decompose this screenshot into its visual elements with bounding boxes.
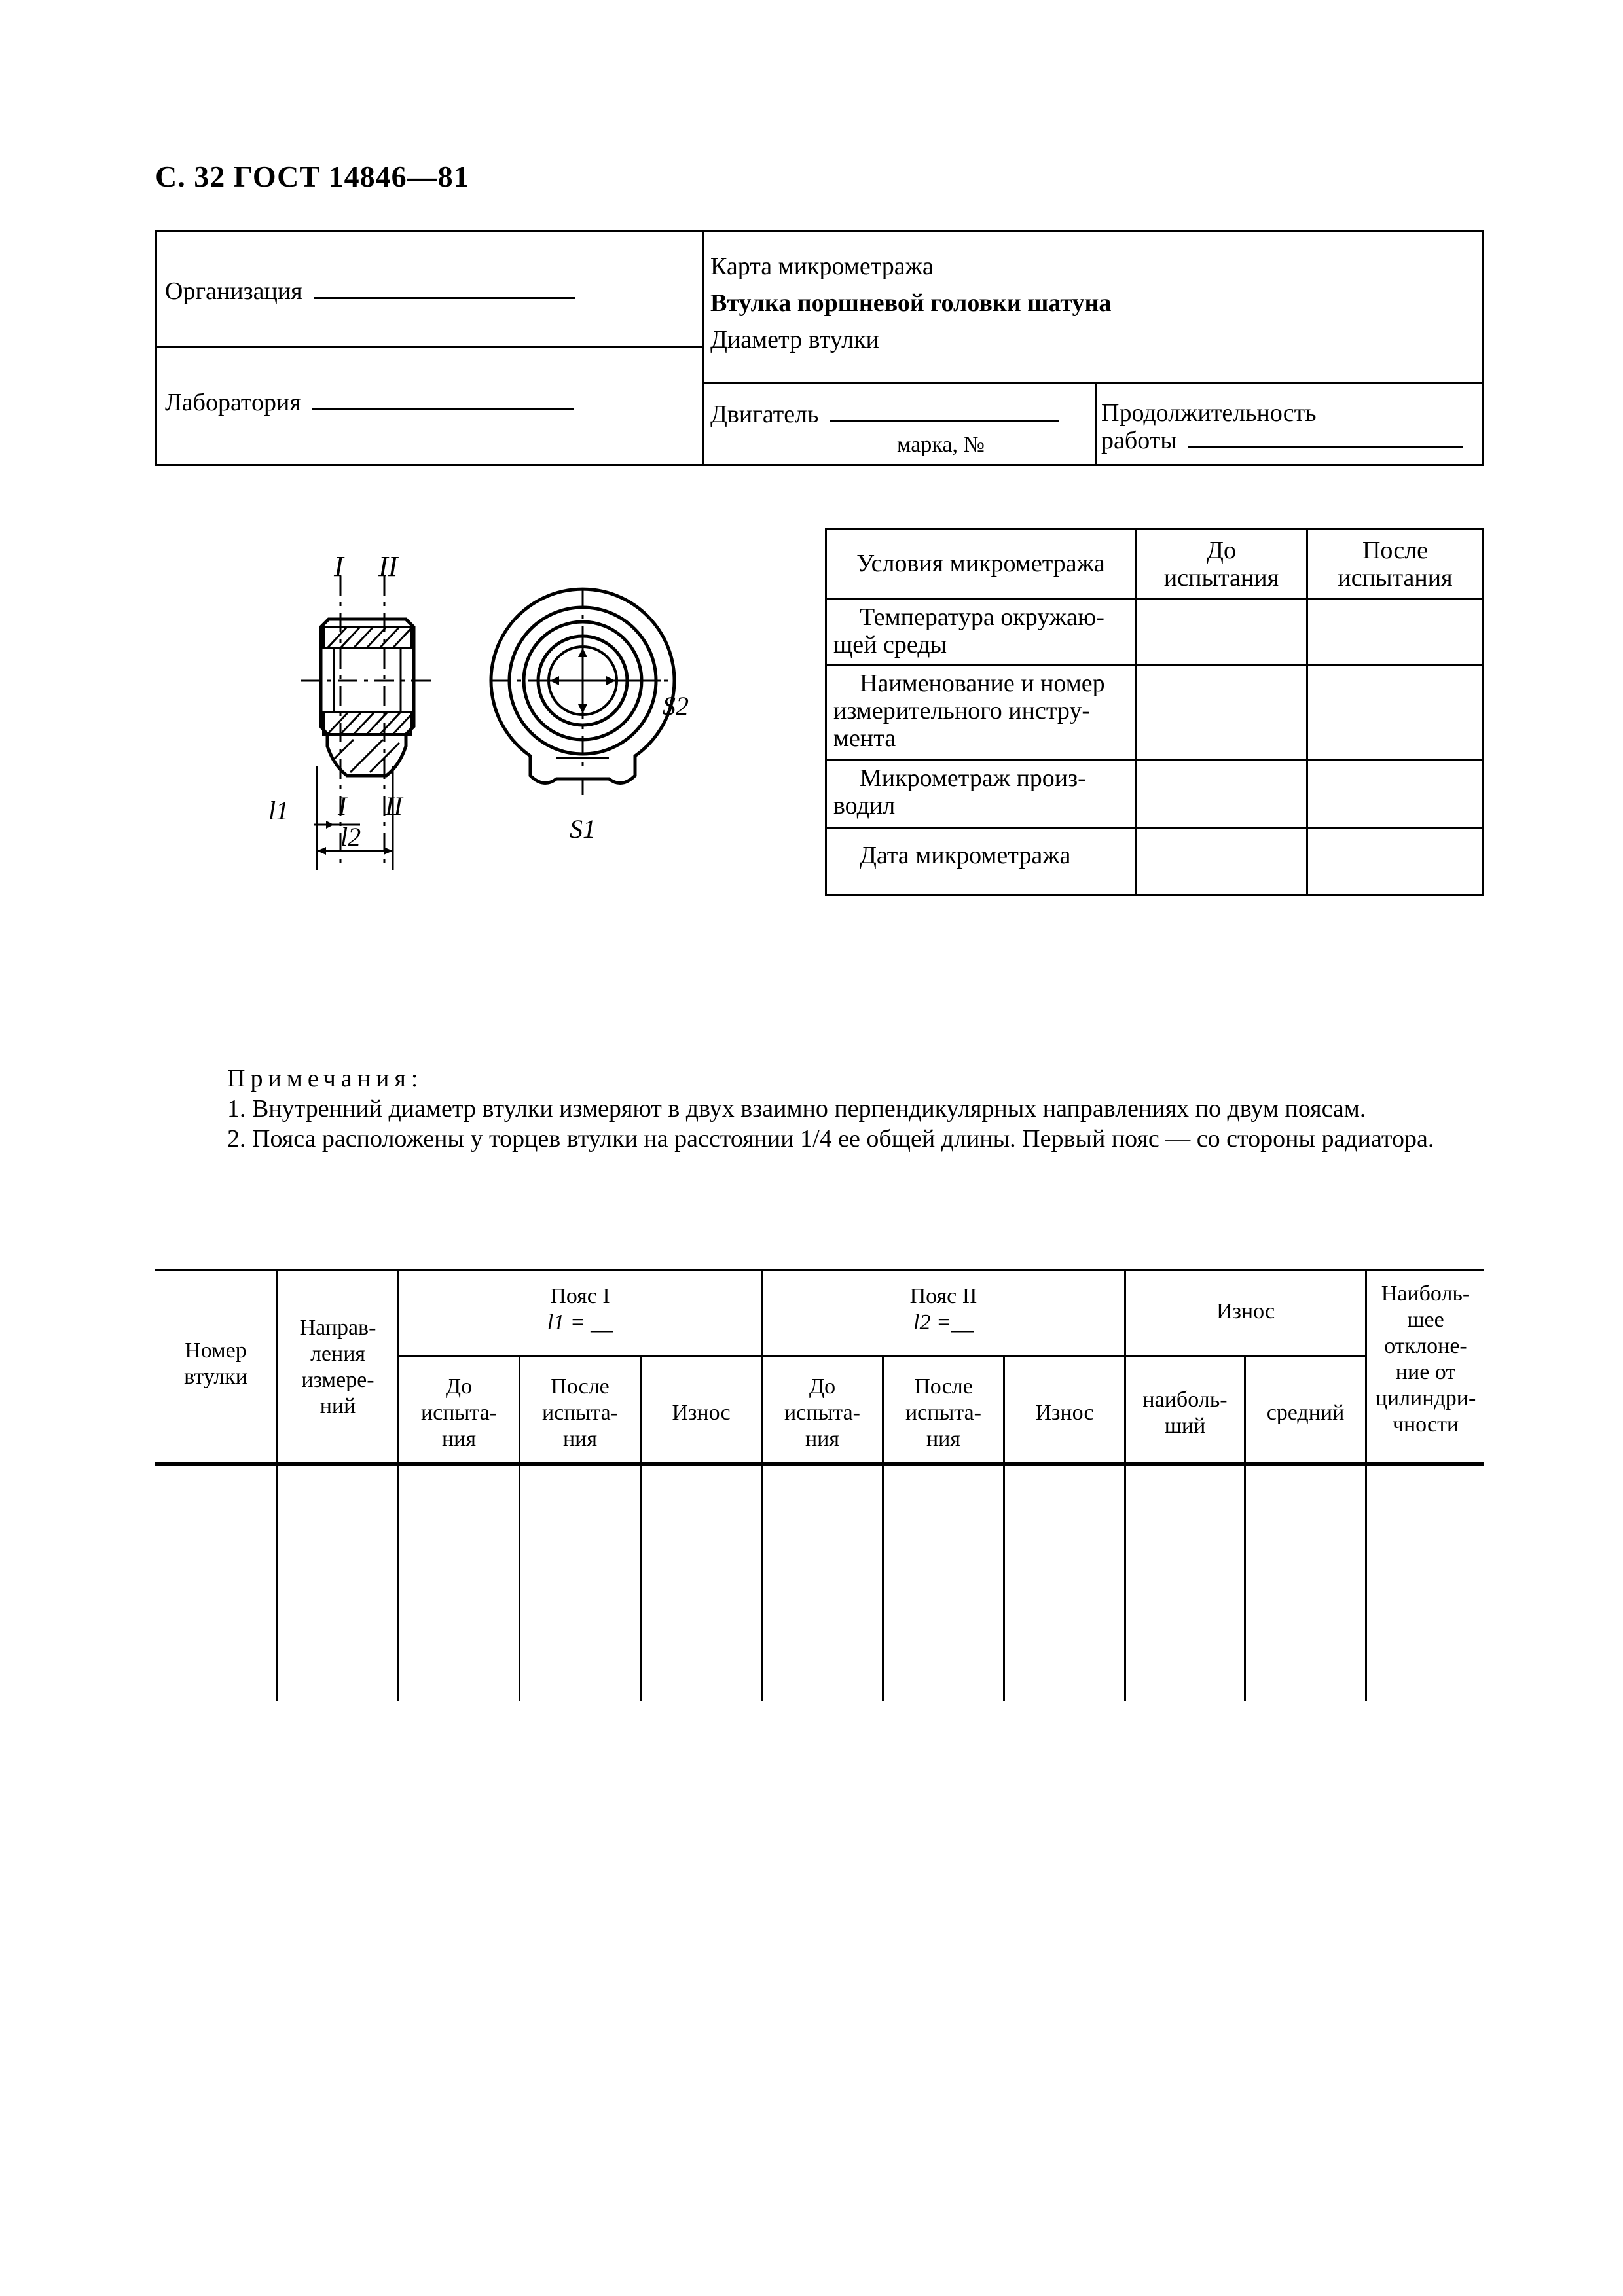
- belt2-wear: Износ: [1035, 1401, 1094, 1425]
- belt1-wear: Износ: [672, 1401, 731, 1425]
- belt1-header: Пояс I l1 = __: [547, 1284, 613, 1335]
- conditions-row-temperature: Температура окружаю- щей среды: [833, 603, 1104, 658]
- belt2-header: Пояс II l2 =__: [909, 1284, 977, 1335]
- conditions-header-col2: До испытания: [1163, 537, 1279, 592]
- conditions-row-date: Дата микрометража: [860, 842, 1071, 869]
- belt2-after: После испыта- ния: [905, 1374, 981, 1451]
- conditions-header-col1: Условия микрометража: [856, 550, 1105, 577]
- duration-label-2: работы: [1101, 427, 1177, 454]
- conditions-row-operator: Микрометраж произ- водил: [833, 764, 1086, 819]
- organization-field: [165, 277, 575, 306]
- engine-label: Двигатель: [710, 401, 819, 428]
- duration-label-1: Продолжительность: [1101, 399, 1317, 427]
- max-deviation-header: Наиболь- шее отклоне- ние от цилиндри- чности: [1375, 1282, 1476, 1437]
- card-title: Карта микрометража: [710, 253, 934, 280]
- conditions-row-instrument: Наименование и номер измерительного инстру- мента: [833, 670, 1105, 752]
- form-header-box: [155, 230, 1484, 466]
- label-l2: l2: [340, 822, 361, 852]
- belt1-before: До испыта- ния: [420, 1374, 497, 1451]
- label-s2: S2: [663, 691, 689, 721]
- measurement-table: [155, 1269, 1484, 1701]
- engine-field: [710, 400, 1059, 429]
- note-2: 2. Пояса расположены у торцев втулки на расстоянии 1/4 ее общей длины. Первый пояс — со стороны радиатора.: [227, 1125, 1434, 1153]
- duration-input-line[interactable]: [1188, 440, 1463, 448]
- label-s1: S1: [570, 814, 596, 844]
- organization-input-line[interactable]: [314, 291, 575, 299]
- laboratory-input-line[interactable]: [312, 402, 574, 410]
- wear-largest: наиболь- ший: [1142, 1388, 1228, 1438]
- wear-average: средний: [1266, 1401, 1345, 1425]
- bushing-front-view: [491, 589, 674, 795]
- label-I-top: I: [334, 550, 344, 583]
- laboratory-label: Лаборатория: [165, 389, 301, 416]
- conditions-table: [825, 528, 1484, 896]
- engine-sublabel: марка, №: [897, 433, 985, 457]
- notes-section: [155, 1064, 1484, 1154]
- note-1: 1. Внутренний диаметр втулки измеряют в двух взаимно перпендикулярных направлениях по двум поясам.: [227, 1095, 1366, 1122]
- part-name: Втулка поршневой головки шатуна: [710, 289, 1112, 317]
- bushing-drawing: [236, 550, 733, 890]
- conditions-header-col3: После испытания: [1338, 537, 1453, 592]
- label-II-top: II: [378, 550, 398, 583]
- wear-header: Износ: [1216, 1299, 1275, 1323]
- label-I-bottom: I: [338, 791, 347, 821]
- col-direction: Направ- ления измере- ний: [299, 1316, 376, 1418]
- page-title: С. 32 ГОСТ 14846—81: [155, 160, 469, 193]
- organization-label: Организация: [165, 278, 302, 305]
- belt2-before: До испыта- ния: [784, 1374, 860, 1451]
- label-II-bottom: II: [385, 791, 403, 821]
- label-l1: l1: [268, 796, 289, 825]
- measured-item: Диаметр втулки: [710, 326, 879, 353]
- belt1-after: После испыта- ния: [541, 1374, 618, 1451]
- col-number: Номер втулки: [184, 1338, 247, 1389]
- duration-field: [1101, 426, 1463, 455]
- engine-input-line[interactable]: [830, 414, 1059, 422]
- laboratory-field: [165, 388, 574, 417]
- notes-title: Примечания:: [227, 1065, 424, 1092]
